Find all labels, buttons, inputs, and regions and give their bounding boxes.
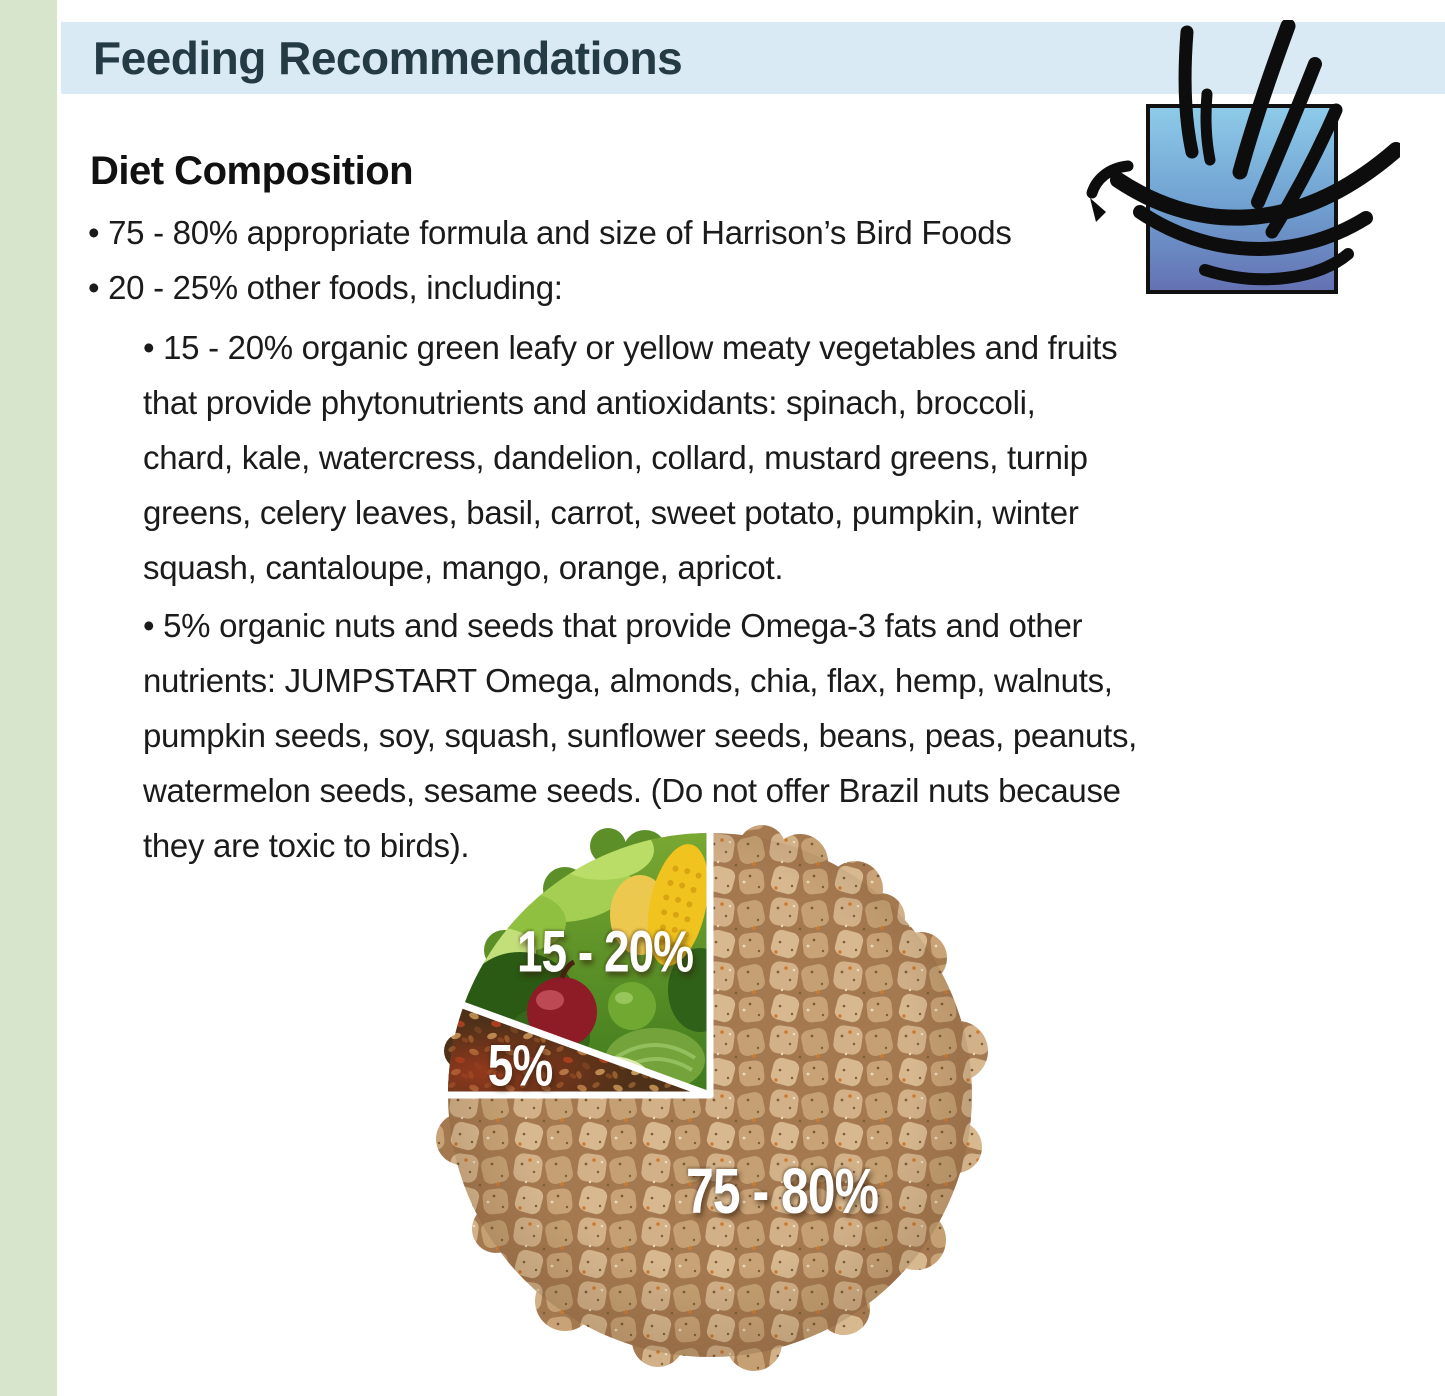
pie-label-vegetables: 15 - 20% — [516, 917, 694, 985]
text-line: watermelon seeds, sesame seeds. (Do not offer Brazil nuts because — [143, 772, 1121, 809]
bullet-other-foods: • 20 - 25% other foods, including: — [88, 269, 563, 306]
sub-bullet-vegetables — [143, 320, 1117, 595]
text-line: greens, celery leaves, basil, carrot, sweet potato, pumpkin, winter — [143, 494, 1079, 531]
pie-label-pellets: 75 - 80% — [685, 1155, 879, 1227]
text-line: they are toxic to birds). — [143, 827, 470, 864]
bullet-formula: • 75 - 80% appropriate formula and size of Harrison’s Bird Foods — [88, 214, 1012, 251]
page-title: Feeding Recommendations — [93, 32, 683, 84]
text-line: chard, kale, watercress, dandelion, collard, mustard greens, turnip — [143, 439, 1088, 476]
text-line: squash, cantaloupe, mango, orange, apricot. — [143, 549, 784, 586]
left-margin-strip — [0, 0, 57, 1396]
harrisons-bird-logo-icon — [1085, 20, 1400, 315]
text-line: • 5% organic nuts and seeds that provide Omega-3 fats and other — [143, 607, 1083, 644]
section-heading: Diet Composition — [90, 149, 414, 193]
text-line: • 15 - 20% organic green leafy or yellow meaty vegetables and fruits — [143, 329, 1118, 366]
text-line: pumpkin seeds, soy, squash, sunflower seeds, beans, peas, peanuts, — [143, 717, 1138, 754]
pie-label-seeds: 5% — [487, 1031, 553, 1099]
bird-beak — [1090, 198, 1106, 222]
text-line: that provide phytonutrients and antioxidants: spinach, broccoli, — [143, 384, 1036, 421]
text-line: nutrients: JUMPSTART Omega, almonds, chia, flax, hemp, walnuts, — [143, 662, 1113, 699]
